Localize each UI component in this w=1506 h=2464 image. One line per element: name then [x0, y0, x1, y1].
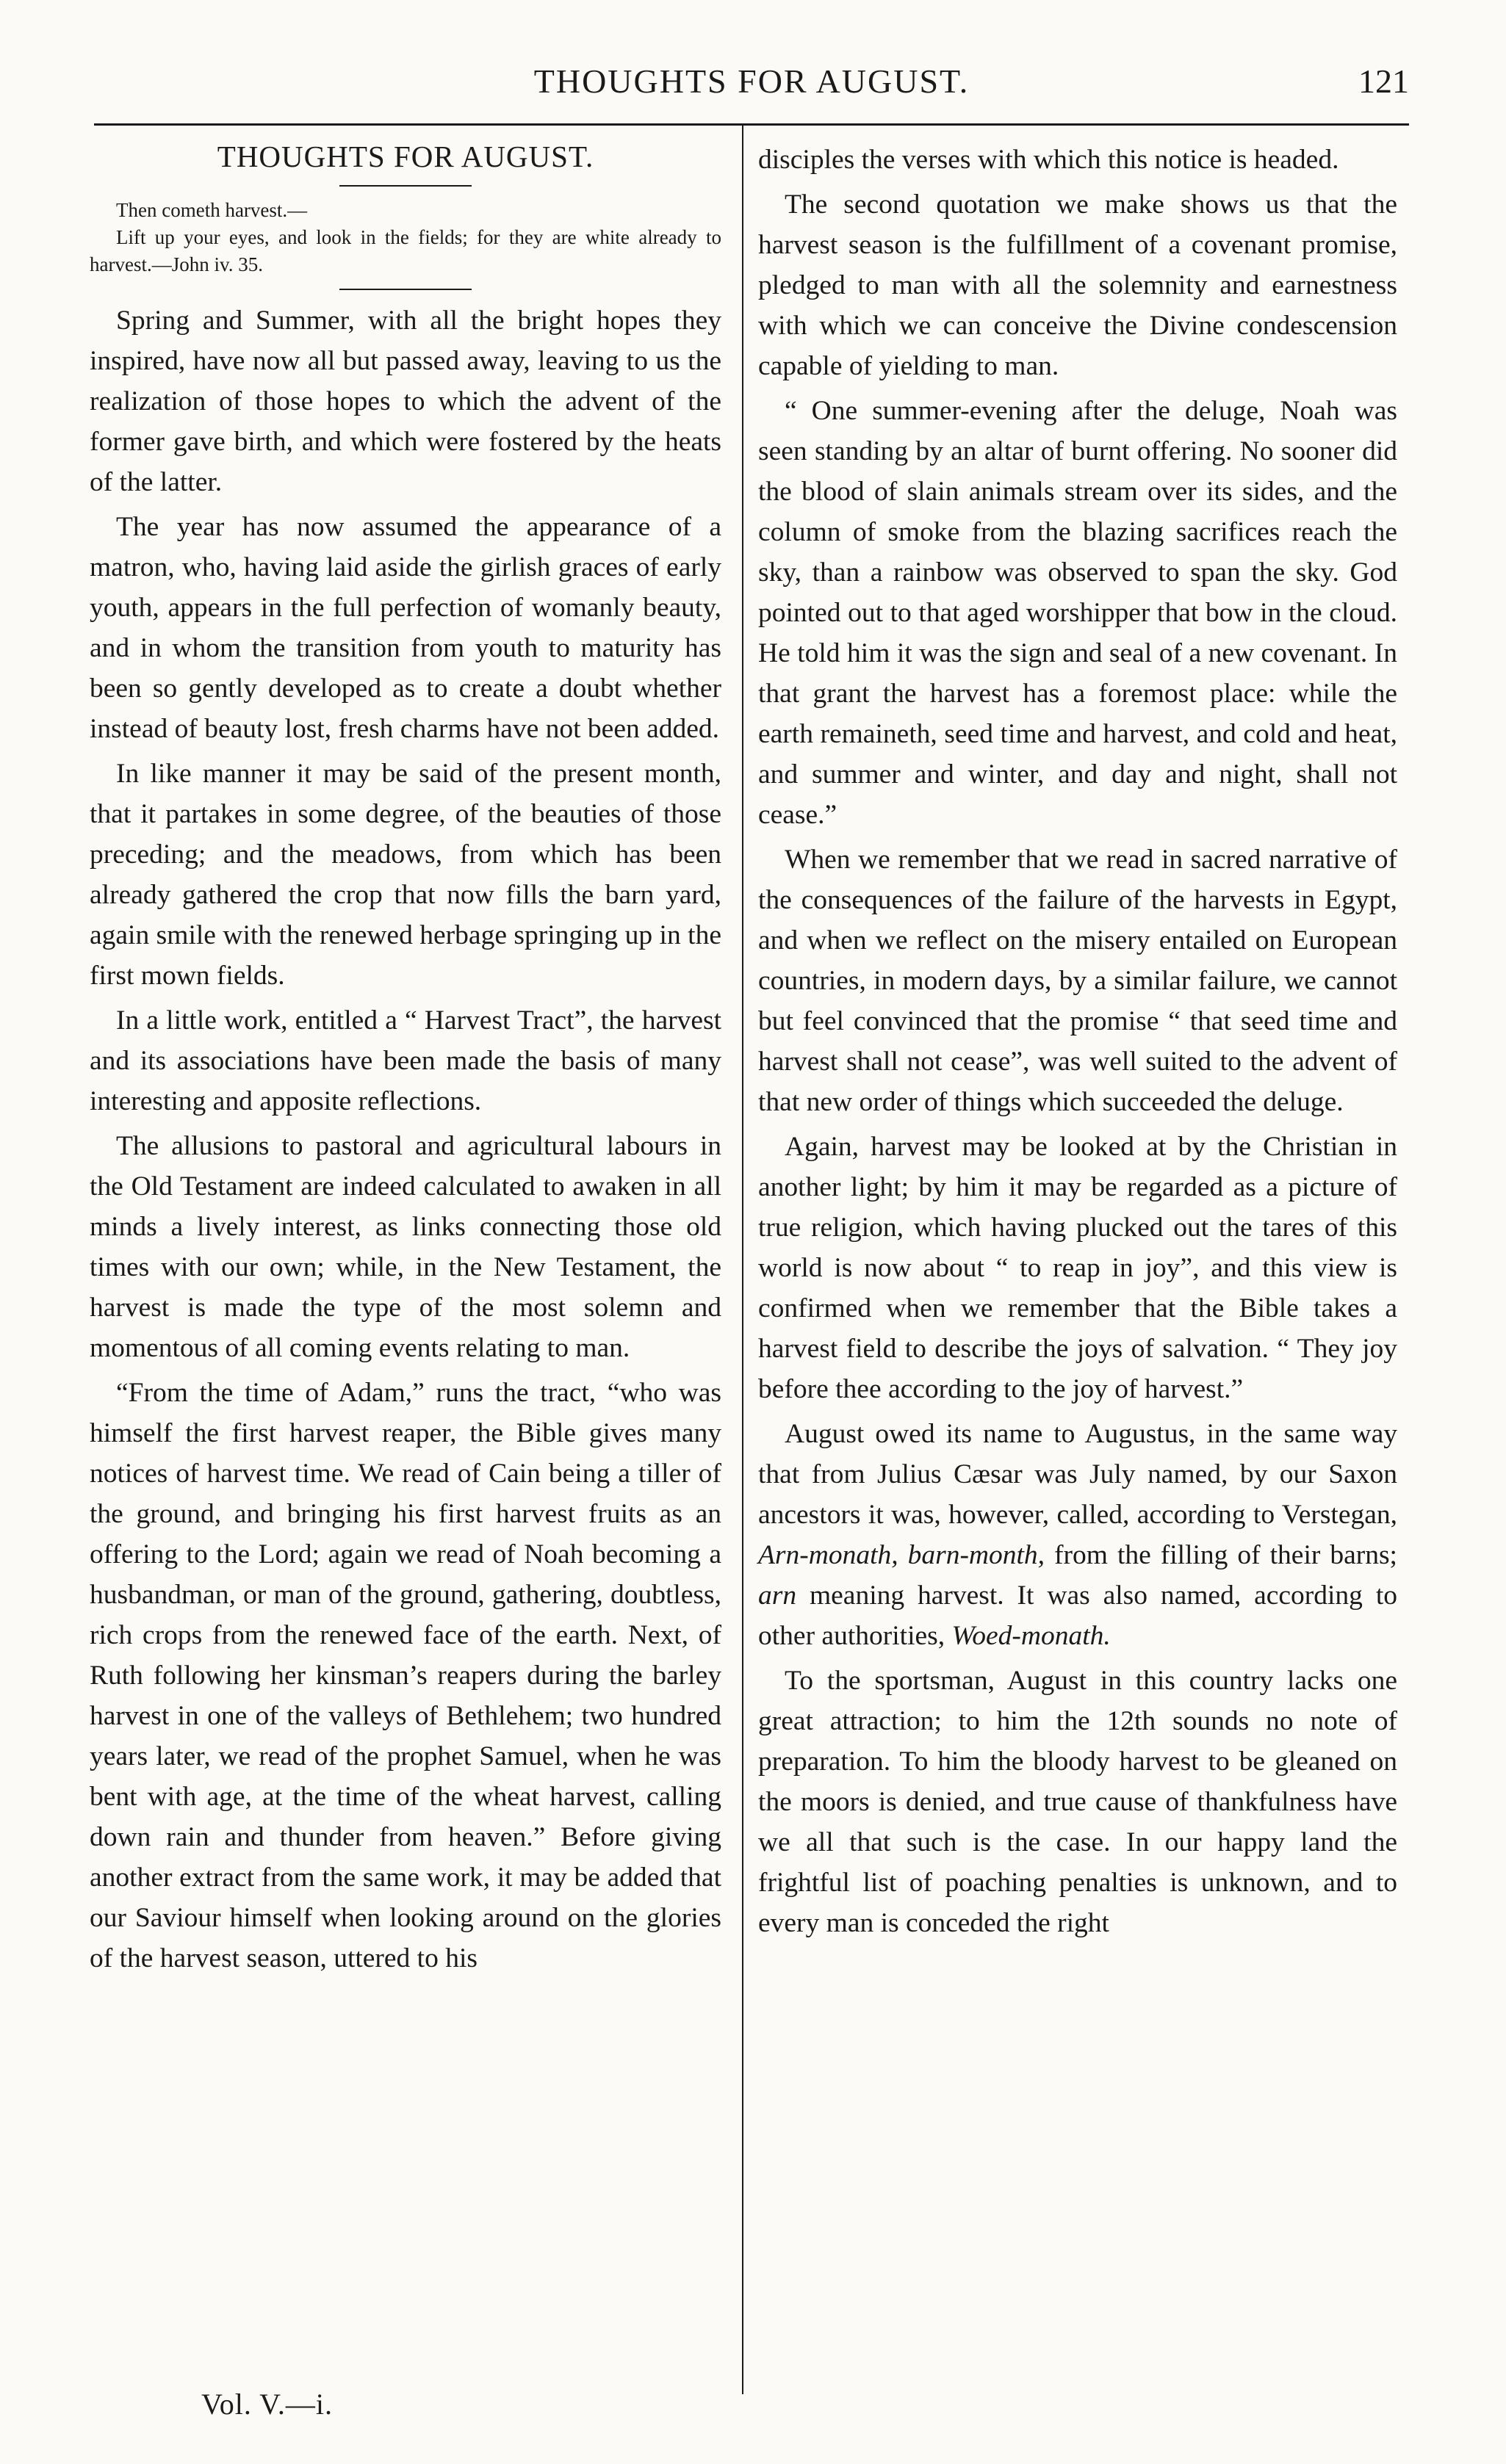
running-title: THOUGHTS FOR AUGUST.	[533, 62, 970, 100]
paragraph-continued: disciples the verses with which this notice is headed.	[758, 145, 1339, 175]
italic-term: Arn-monath, barn-month,	[758, 1540, 1045, 1570]
paragraph: In a little work, entitled a “ Harvest Tract”, the harvest and its associations have been made the basis of many interesting and apposite reflections.	[90, 1005, 721, 1116]
page-number: 121	[1358, 62, 1409, 100]
epigraph-quote: Lift up your eyes, and look in the fields; for they are white already to harvest.—John iv. 35.	[90, 226, 721, 275]
paragraph: Spring and Summer, with all the bright hopes they inspired, have now all but passed away, leaving to us the realization of those hopes to which the advent of the former gave birth, and which were fostered by the heats of the latter.	[90, 306, 721, 497]
paragraph: To the sportsman, August in this country lacks one great attraction; to him the 12th sounds no note of preparation. To him the bloody harvest to be gleaned on the moors is denied, and true cause of thankfulness have we all that such is the case. In our happy land the frightful list of poaching penalties is unknown, and to every man is conceded the right	[758, 1666, 1397, 1938]
column-divider	[742, 125, 743, 2394]
italic-term: arn	[758, 1580, 797, 1611]
paragraph: In like manner it may be said of the present month, that it partakes in some degree, of the beauties of those preceding; and the meadows, from which has been already gathered the crop that now fills the barn yard, again smile with the renewed herbage springing up in the first mown fields.	[90, 759, 721, 991]
header-rule	[94, 123, 1409, 126]
paragraph: “From the time of Adam,” runs the tract, “who was himself the first harvest reaper, the Bible gives many notices of harvest time. We read of Cain being a tiller of the ground, and bringing his first harvest fruits as an offering to the Lord; again we read of Noah becoming a husbandman, or man of the ground, gathering, doubtless, rich crops from the renewed face of the earth. Next, of Ruth following her kinsman’s reapers during the barley harvest in one of the valleys of Bethlehem; two hundred years later, we read of the prophet Samuel, when he was bent with age, at the time of the wheat harvest, calling down rain and thunder from heaven.” Before giving another extract from the same work, it may be added that our Saviour himself when looking around on the glories of the harvest season, uttered to his	[90, 1378, 721, 1973]
paragraph: Again, harvest may be looked at by the Christian in another light; by him it may be regarded as a picture of true religion, which having plucked out the tares of this world is now about “ to reap in joy”, and this view is confirmed when we remember that the Bible takes a harvest field to describe the joys of salvation. “ They joy before thee according to the joy of harvest.”	[758, 1132, 1397, 1404]
italic-term: Woed-monath.	[951, 1621, 1111, 1651]
article-title: THOUGHTS FOR AUGUST.	[217, 140, 594, 173]
left-column	[90, 135, 721, 1983]
right-column	[758, 140, 1397, 1948]
epigraph	[90, 197, 721, 278]
signature-mark: Vol. V.—i.	[201, 2388, 333, 2421]
paragraph: “ One summer-evening after the deluge, Noah was seen standing by an altar of burnt offering. No sooner did the blood of slain animals stream over its sides, and the column of smoke from the blazing sacrifices reach the sky, than a rainbow was observed to span the sky. God pointed out to that aged worshipper that bow in the cloud. He told him it was the sign and seal of a new covenant. In that grant the harvest has a foremost place: while the earth remaineth, seed time and harvest, and cold and heat, and summer and winter, and day and night, shall not cease.”	[758, 396, 1397, 830]
epigraph-line: Then cometh harvest.—	[116, 199, 308, 221]
running-head	[94, 62, 1409, 113]
text-run: August owed its name to Augustus, in the same way that from Julius Cæsar was July named, by our Saxon ancestors it was, however, called, according to Verstegan,	[758, 1419, 1397, 1530]
paragraph: The year has now assumed the appearance of a matron, who, having laid aside the girlish graces of early youth, appears in the full perfection of womanly beauty, and in whom the transition from youth to maturity has been so gently developed as to create a doubt whether instead of beauty lost, fresh charms have not been added.	[90, 512, 721, 744]
paragraph	[758, 1414, 1397, 1656]
paragraph: The second quotation we make shows us that the harvest season is the fulfillment of a covenant promise, pledged to man with all the solemnity and earnestness with which we can conceive the Divine condescension capable of yielding to man.	[758, 189, 1397, 381]
paragraph: The allusions to pastoral and agricultural labours in the Old Testament are indeed calculated to awaken in all minds a lively interest, as links connecting those old times with our own; while, in the New Testament, the harvest is made the type of the most solemn and momentous of all coming events relating to man.	[90, 1131, 721, 1363]
text-run: from the filling of their barns;	[1045, 1540, 1397, 1570]
title-rule	[339, 185, 472, 187]
text-run: meaning harvest. It was also named, according to other authorities,	[758, 1580, 1397, 1651]
paragraph: When we remember that we read in sacred narrative of the consequences of the failure of the harvests in Egypt, and when we reflect on the misery entailed on European countries, in modern days, by a similar failure, we cannot but feel convinced that the promise “ that seed time and harvest shall not cease”, was well suited to the advent of that new order of things which succeeded the deluge.	[758, 845, 1397, 1117]
epigraph-rule	[339, 289, 472, 290]
